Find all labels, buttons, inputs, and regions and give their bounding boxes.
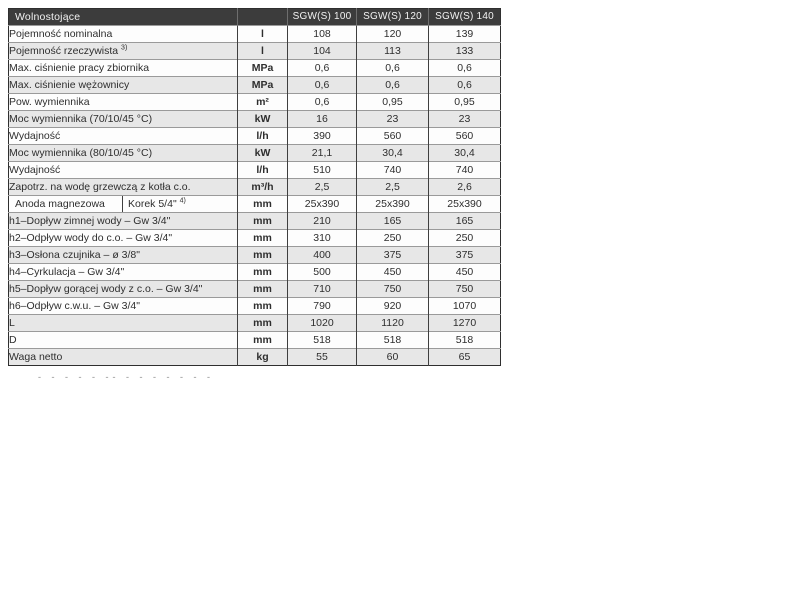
unit-cell: l/h [238,162,288,179]
value-cell: 30,4 [357,145,429,162]
table-row [9,281,501,298]
row-label: Pojemność rzeczywista $^{3)}$ [9,43,238,60]
value-cell: 518 [288,332,357,349]
value-cell: 250 [429,230,501,247]
row-sublabel: Korek 5/4" $^{4)}$ [122,196,237,212]
row-label: L [9,315,238,332]
model-header-sgws100: SGW(S) 100 [288,9,357,26]
row-label: Max. ciśnienie wężownicy [9,77,238,94]
value-cell: 2,5 [357,179,429,196]
row-label: Pow. wymiennika [9,94,238,111]
value-cell: 55 [288,349,357,366]
table-row [9,298,501,315]
value-cell: 0,95 [429,94,501,111]
row-label: h6–Odpływ c.w.u. – Gw 3/4" [9,298,238,315]
value-cell: 165 [429,213,501,230]
unit-cell: MPa [238,77,288,94]
spec-table [8,8,501,366]
value-cell: 133 [429,43,501,60]
value-cell: 1270 [429,315,501,332]
table-row [9,264,501,281]
value-cell: 560 [357,128,429,145]
value-cell: 139 [429,26,501,43]
value-cell: 375 [357,247,429,264]
table-row [9,111,501,128]
table-row [9,26,501,43]
table-row [9,349,501,366]
value-cell: 710 [288,281,357,298]
value-cell: 210 [288,213,357,230]
row-label: Anoda magnezowa [15,198,105,210]
row-label: Max. ciśnienie pracy zbiornika [9,60,238,77]
value-cell: 518 [357,332,429,349]
table-row [9,162,501,179]
value-cell: 0,6 [357,60,429,77]
value-cell: 750 [357,281,429,298]
value-cell: 23 [357,111,429,128]
value-cell: 16 [288,111,357,128]
table-row [9,247,501,264]
row-label: Wydajność [9,162,238,179]
unit-cell: mm [238,281,288,298]
unit-cell: m² [238,94,288,111]
value-cell: 21,1 [288,145,357,162]
row-label: h5–Dopływ gorącej wody z c.o. – Gw 3/4" [9,281,238,298]
value-cell: 2,6 [429,179,501,196]
table-row [9,128,501,145]
value-cell: 400 [288,247,357,264]
unit-cell: mm [238,264,288,281]
value-cell: 1020 [288,315,357,332]
unit-cell: mm [238,332,288,349]
table-row [9,77,501,94]
unit-cell: kW [238,145,288,162]
row-label: Zapotrz. na wodę grzewczą z kotła c.o. [9,179,238,196]
value-cell: 23 [429,111,501,128]
unit-cell: l/h [238,128,288,145]
value-cell: 25x390 [357,196,429,213]
value-cell: 2,5 [288,179,357,196]
value-cell: 30,4 [429,145,501,162]
value-cell: 450 [357,264,429,281]
row-label: Moc wymiennika (70/10/45 °C) [9,111,238,128]
footnote-marker: 4) [179,197,186,205]
value-cell: 1070 [429,298,501,315]
value-cell: 0,6 [357,77,429,94]
table-title: Wolnostojące [9,9,238,26]
value-cell: 0,95 [357,94,429,111]
clipped-text-fragment: ‐ ‐ ‐ ‐ ‐ ‐‐ ‐ ‐ ‐ ‐ ‐ ‐ ‐ [38,373,214,378]
value-cell: 25x390 [429,196,501,213]
table-row [9,332,501,349]
value-cell: 108 [288,26,357,43]
value-cell: 390 [288,128,357,145]
value-cell: 0,6 [288,60,357,77]
row-label-split [9,196,238,213]
value-cell: 740 [357,162,429,179]
row-label: h1–Dopływ zimnej wody – Gw 3/4" [9,213,238,230]
table-row [9,230,501,247]
unit-cell: m³/h [238,179,288,196]
value-cell: 165 [357,213,429,230]
table-header-row [9,9,501,26]
row-label: Pojemność nominalna [9,26,238,43]
footnote-marker: 3) [121,44,128,52]
value-cell: 790 [288,298,357,315]
unit-column-header [238,9,288,26]
unit-cell: l [238,43,288,60]
model-header-sgws140: SGW(S) 140 [429,9,501,26]
unit-cell: kg [238,349,288,366]
value-cell: 560 [429,128,501,145]
value-cell: 750 [429,281,501,298]
value-cell: 104 [288,43,357,60]
value-cell: 65 [429,349,501,366]
unit-cell: mm [238,230,288,247]
table-row [9,213,501,230]
value-cell: 250 [357,230,429,247]
unit-cell: mm [238,213,288,230]
unit-cell: mm [238,315,288,332]
table-row [9,196,501,213]
value-cell: 0,6 [429,60,501,77]
model-header-sgws120: SGW(S) 120 [357,9,429,26]
table-row [9,43,501,60]
value-cell: 0,6 [288,77,357,94]
row-label: Moc wymiennika (80/10/45 °C) [9,145,238,162]
table-row [9,145,501,162]
value-cell: 60 [357,349,429,366]
unit-cell: kW [238,111,288,128]
value-cell: 120 [357,26,429,43]
value-cell: 0,6 [288,94,357,111]
value-cell: 0,6 [429,77,501,94]
row-label: h4–Cyrkulacja – Gw 3/4" [9,264,238,281]
unit-cell: l [238,26,288,43]
table-row [9,94,501,111]
unit-cell: mm [238,196,288,213]
table-row [9,315,501,332]
row-label: Wydajność [9,128,238,145]
unit-cell: mm [238,298,288,315]
value-cell: 310 [288,230,357,247]
value-cell: 920 [357,298,429,315]
value-cell: 375 [429,247,501,264]
value-cell: 450 [429,264,501,281]
table-row [9,179,501,196]
value-cell: 740 [429,162,501,179]
value-cell: 510 [288,162,357,179]
value-cell: 518 [429,332,501,349]
row-label: Waga netto [9,349,238,366]
row-label: h2–Odpływ wody do c.o. – Gw 3/4" [9,230,238,247]
value-cell: 25x390 [288,196,357,213]
unit-cell: mm [238,247,288,264]
table-row [9,60,501,77]
row-label: D [9,332,238,349]
value-cell: 113 [357,43,429,60]
value-cell: 1120 [357,315,429,332]
row-label: h3–Osłona czujnika – ø 3/8" [9,247,238,264]
value-cell: 500 [288,264,357,281]
unit-cell: MPa [238,60,288,77]
